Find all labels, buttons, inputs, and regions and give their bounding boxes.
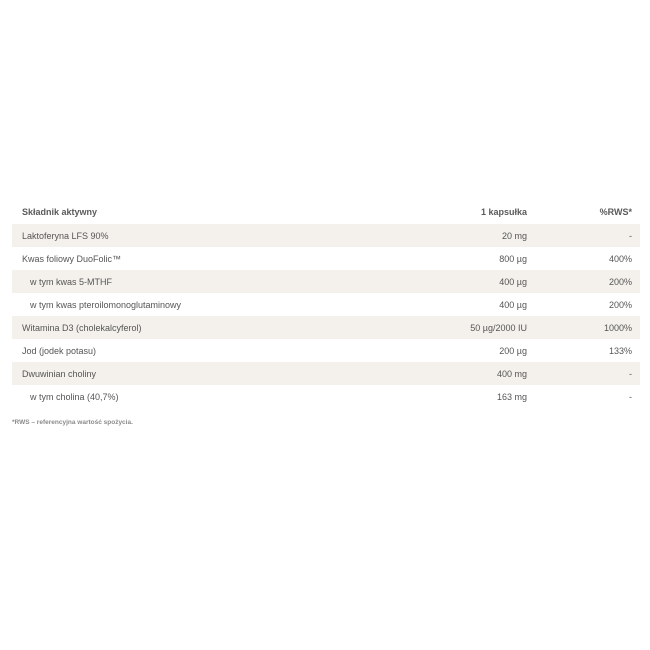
header-rws: %RWS* [599, 207, 632, 217]
ingredient-dose: 800 µg [499, 253, 527, 264]
table-row [12, 339, 640, 362]
ingredient-dose: 200 µg [499, 345, 527, 356]
nutrition-table [12, 200, 640, 408]
ingredient-rws: 1000% [529, 316, 640, 339]
header-dose: 1 kapsułka [480, 207, 527, 217]
ingredient-name: w tym cholina (40,7%) [30, 391, 119, 402]
rws-footnote: *RWS – referencyjna wartość spożycia. [12, 419, 133, 426]
ingredient-rws: - [529, 224, 640, 247]
table-row [12, 224, 640, 247]
ingredient-rws: - [529, 362, 640, 385]
ingredient-name: Dwuwinian choliny [12, 362, 372, 385]
header-ingredient: Składnik aktywny [22, 207, 98, 217]
ingredient-name: w tym kwas pteroilomonoglutaminowy [30, 299, 182, 310]
ingredient-rws: 200% [529, 270, 640, 293]
ingredient-name: w tym kwas 5-MTHF [12, 270, 372, 293]
ingredient-dose: 50 µg/2000 IU [372, 316, 529, 339]
ingredient-dose: 20 mg [372, 224, 529, 247]
ingredient-dose: 400 mg [372, 362, 529, 385]
table-row [12, 247, 640, 270]
ingredient-name: Witamina D3 (cholekalcyferol) [12, 316, 372, 339]
table-row [12, 270, 640, 293]
ingredient-rws: - [629, 391, 632, 402]
ingredient-name: Kwas foliowy DuoFolic™ [22, 253, 122, 264]
header-row [12, 200, 640, 224]
ingredient-dose: 400 µg [372, 270, 529, 293]
table-body [12, 224, 640, 408]
table-row [12, 385, 640, 408]
ingredient-rws: 133% [608, 345, 632, 356]
ingredient-name: Laktoferyna LFS 90% [12, 224, 372, 247]
ingredient-rws: 200% [608, 299, 632, 310]
ingredient-dose: 400 µg [499, 299, 527, 310]
table-header [12, 200, 640, 224]
ingredient-rws: 400% [608, 253, 632, 264]
nutrition-table-container [12, 200, 640, 408]
table-row [12, 362, 640, 385]
ingredient-name: Jod (jodek potasu) [22, 345, 97, 356]
table-row [12, 316, 640, 339]
ingredient-dose: 163 mg [496, 391, 527, 402]
table-row [12, 293, 640, 316]
